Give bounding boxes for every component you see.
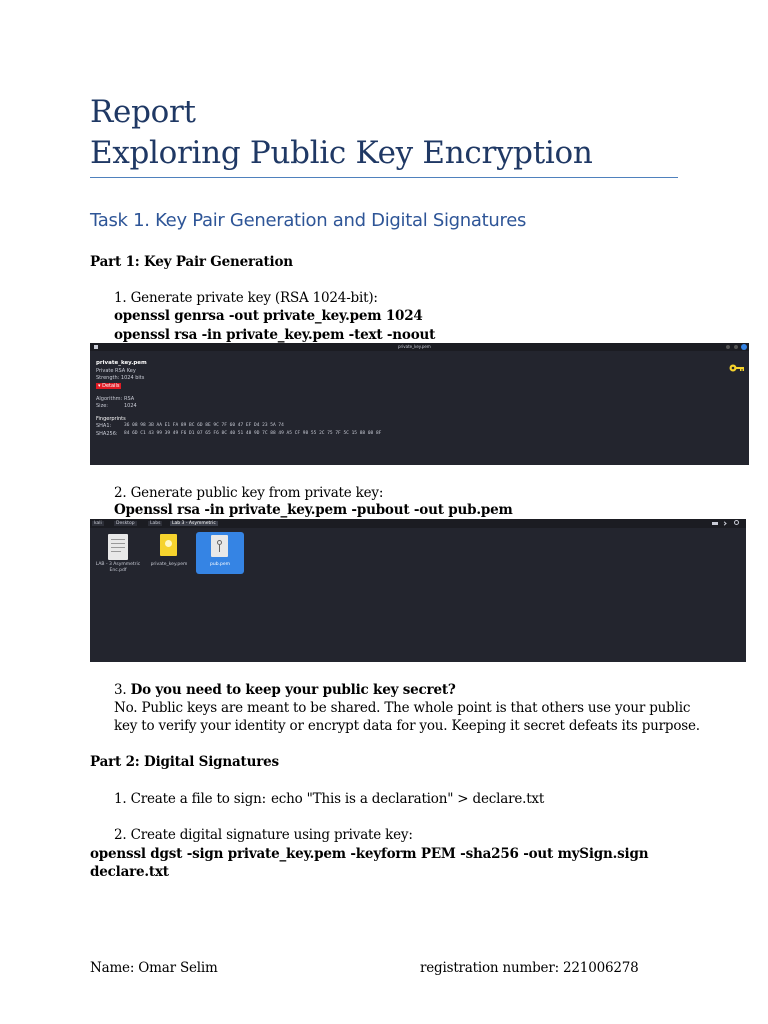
step3-answer-line2: key to verify your identity or encrypt data for you. Keeping it secret defeats its purpose.	[114, 718, 700, 734]
size-value: 1024	[124, 403, 137, 409]
minimize-icon[interactable]	[726, 345, 730, 349]
size-label: Size:	[96, 403, 108, 409]
window-menu-icon	[94, 345, 98, 349]
algorithm-value: RSA	[124, 396, 135, 402]
pdf-file-name[interactable]: LAB - 3 Asymmetric	[95, 562, 141, 567]
search-icon[interactable]	[734, 520, 739, 525]
step3-answer-line1: No. Public keys are meant to be shared. The whole point is that others use your public	[114, 700, 691, 716]
pdf-file-name-line2: Enc.pdf	[109, 568, 127, 573]
sha256-label: SHA256:	[96, 431, 118, 437]
key-strength: Strength: 1024 bits	[96, 375, 145, 381]
step1-command-rsa-text: openssl rsa -in private_key.pem -text -noout	[114, 327, 436, 343]
private-key-file-icon[interactable]	[160, 534, 177, 556]
footer-student-name: Name: Omar Selim	[90, 960, 218, 976]
maximize-icon[interactable]	[734, 345, 738, 349]
p2-step1-text: 1. Create a file to sign:	[114, 791, 266, 807]
key-file-type: Private RSA Key	[96, 368, 136, 374]
pub-pem-file-name[interactable]: pub.pem	[209, 562, 230, 567]
breadcrumb-labs[interactable]: Labs	[150, 521, 161, 526]
key-file-name: private_key.pem	[96, 360, 147, 366]
breadcrumb-home[interactable]: kali	[94, 521, 102, 526]
algorithm-label: Algorithm:	[96, 396, 123, 402]
step3-line	[114, 682, 456, 698]
sha256-value: 84 6D C1 43 99 39 49 F6 D1 07 65 F6 8C 40 51 48 9D 7C 88 49 A5 CF 98 55 2C 75 7F 5C 15 88 08 8F	[124, 431, 382, 436]
close-icon[interactable]	[741, 344, 747, 350]
private-key-details-screenshot	[90, 343, 749, 465]
p2-step1-command: echo "This is a declaration" > declare.txt	[271, 791, 545, 807]
step2-text: 2. Generate public key from private key:	[114, 485, 384, 501]
title-divider	[90, 177, 678, 178]
step2-command-pubout: Openssl rsa -in private_key.pem -pubout -out pub.pem	[114, 502, 513, 518]
breadcrumb-desktop[interactable]: Desktop	[116, 521, 135, 526]
step1-command-genrsa: openssl genrsa -out private_key.pem 1024	[114, 308, 423, 324]
breadcrumb-lab3[interactable]: Lab 3 - Asymmetric	[172, 521, 216, 526]
step3-number: 3.	[114, 682, 131, 698]
sha1-label: SHA1:	[96, 423, 112, 429]
report-title-line1: Report	[90, 94, 196, 130]
footer-registration-number: registration number: 221006278	[420, 960, 639, 976]
p2-step2-command-line2: declare.txt	[90, 864, 169, 880]
pdf-file-icon[interactable]	[108, 534, 128, 560]
key-icon	[729, 363, 745, 373]
step3-question: Do you need to keep your public key secret?	[130, 682, 456, 698]
edit-path-icon[interactable]	[712, 522, 718, 525]
report-title-line2: Exploring Public Key Encryption	[90, 135, 593, 171]
fingerprints-heading: Fingerprints	[96, 416, 126, 422]
sha1-value: 36 08 98 3B AA E1 FA 89 BC 6D 8E 9C 7F 60 47 EF D4 23 5A 74	[124, 423, 284, 428]
private-key-file-name[interactable]: private_key.pem	[150, 562, 188, 567]
p2-step2-text: 2. Create digital signature using private key:	[114, 827, 413, 843]
details-expander[interactable]: ▾ Details	[98, 383, 120, 389]
step1-text: 1. Generate private key (RSA 1024-bit):	[114, 290, 378, 306]
part1-heading: Part 1: Key Pair Generation	[90, 254, 293, 270]
pub-pem-file-icon[interactable]	[211, 535, 228, 557]
p2-step2-command-line1: openssl dgst -sign private_key.pem -keyform PEM -sha256 -out mySign.sign	[90, 846, 649, 862]
part2-heading: Part 2: Digital Signatures	[90, 754, 279, 770]
file-manager-screenshot	[90, 519, 746, 662]
window-title: private_key.pem	[398, 344, 431, 349]
task1-heading: Task 1. Key Pair Generation and Digital Signatures	[90, 210, 527, 231]
